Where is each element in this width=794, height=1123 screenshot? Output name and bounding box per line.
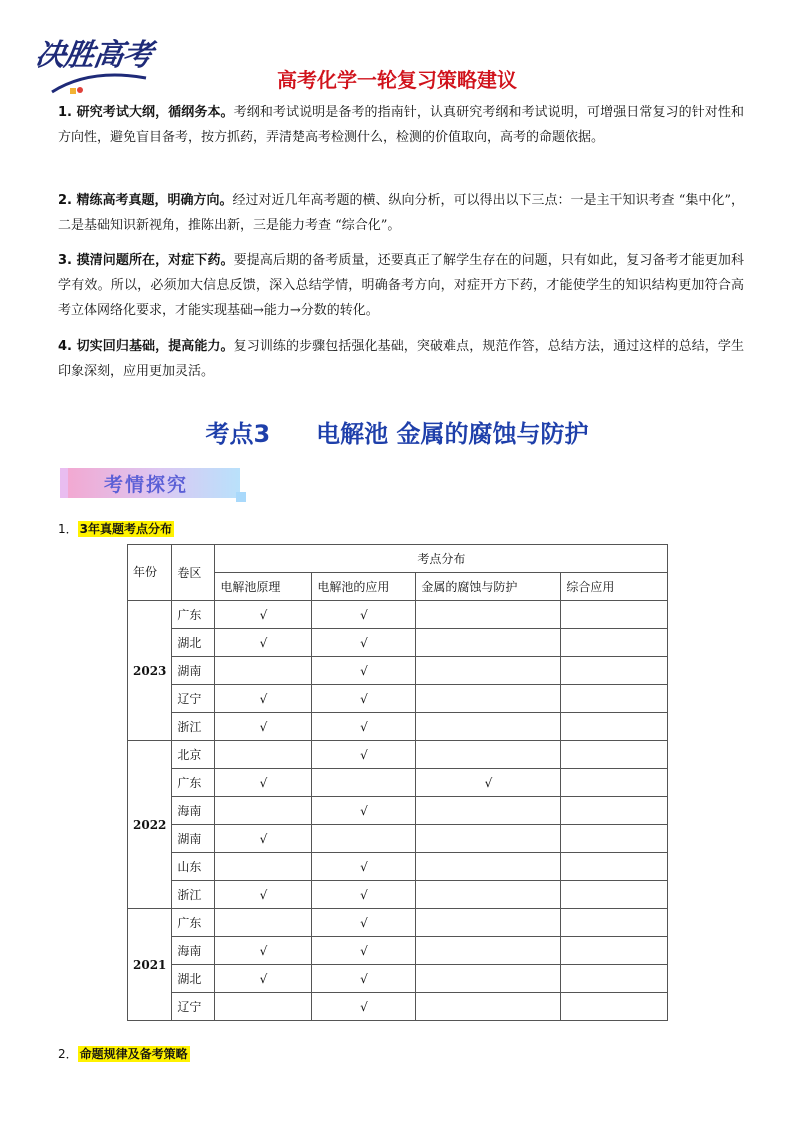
mark-cell — [312, 881, 416, 909]
mark-cell — [215, 909, 312, 937]
mark-cell — [312, 853, 416, 881]
paragraph-body: 复习训练的步骤包括强化基础，突破难点，规范作答，总结方法，通过这样的总结，学生印象深刻，应用更加灵活。 — [58, 339, 744, 379]
check-mark: √ — [360, 943, 368, 958]
mark-cell — [561, 657, 668, 685]
region-cell: 浙江 — [172, 881, 215, 909]
check-mark: √ — [360, 859, 368, 874]
check-mark: √ — [360, 999, 368, 1014]
mark-cell — [561, 853, 668, 881]
mark-cell — [215, 797, 312, 825]
mark-cell — [312, 965, 416, 993]
region-cell: 浙江 — [172, 713, 215, 741]
region-cell: 山东 — [172, 853, 215, 881]
check-mark: √ — [360, 607, 368, 622]
mark-cell — [215, 825, 312, 853]
mark-cell — [215, 881, 312, 909]
region-cell: 辽宁 — [172, 685, 215, 713]
subheading-2 — [58, 1045, 190, 1062]
paragraph-3 — [58, 248, 744, 323]
logo-text: 决胜高考 — [33, 38, 154, 73]
check-mark: √ — [259, 635, 268, 650]
check-mark: √ — [259, 943, 268, 958]
mark-cell — [312, 769, 416, 797]
mark-cell — [561, 909, 668, 937]
region-cell: 辽宁 — [172, 993, 215, 1021]
section-title — [0, 414, 794, 449]
mark-cell — [215, 601, 312, 629]
header-group: 考点分布 — [215, 545, 668, 573]
distribution-table — [127, 544, 668, 1021]
paragraph-body: 考纲和考试说明是备考的指南针，认真研究考纲和考试说明，可增强日常复习的针对性和方向性，避免盲目备考，按方抓药，弄清楚高考检测什么，检测的价值取向，高考的命题依据。 — [58, 105, 744, 145]
page-title: 高考化学一轮复习策略建议 — [277, 68, 517, 92]
paragraph-body: 要提高后期的备考质量，还要真正了解学生存在的问题，只有如此，复习备考才能更加科学有效。所以，必须加大信息反馈，深入总结学情，明确备考方向，对症开方下药，才能使学生的知识结构更加符合高考立体网络化要求，才能实现基础→能力→分数的转化。 — [58, 253, 744, 318]
mark-cell — [561, 601, 668, 629]
mark-cell — [561, 937, 668, 965]
table-row — [128, 853, 668, 881]
check-mark: √ — [360, 803, 368, 818]
region-cell: 湖北 — [172, 629, 215, 657]
region-cell: 广东 — [172, 601, 215, 629]
mark-cell — [416, 797, 561, 825]
mark-cell — [416, 601, 561, 629]
table-row — [128, 909, 668, 937]
mark-cell — [561, 713, 668, 741]
region-cell: 湖南 — [172, 657, 215, 685]
check-mark: √ — [360, 971, 368, 986]
region-cell: 海南 — [172, 937, 215, 965]
paragraph-lead: 3. 摸清问题所在，对症下药。 — [58, 253, 234, 268]
table-row — [128, 601, 668, 629]
mark-cell — [416, 965, 561, 993]
mark-cell — [561, 629, 668, 657]
mark-cell — [416, 881, 561, 909]
region-cell: 湖南 — [172, 825, 215, 853]
subheading-1 — [58, 520, 174, 537]
check-mark: √ — [360, 663, 368, 678]
check-mark: √ — [360, 635, 368, 650]
mark-cell — [416, 853, 561, 881]
check-mark: √ — [259, 691, 268, 706]
check-mark: √ — [360, 691, 368, 706]
subheading-number: 1． — [58, 522, 78, 536]
mark-cell — [561, 685, 668, 713]
mark-cell — [312, 657, 416, 685]
mark-cell — [215, 629, 312, 657]
paragraph-1 — [58, 100, 744, 150]
paragraph-lead: 4. 切实回归基础，提高能力。 — [58, 339, 234, 354]
table-row — [128, 713, 668, 741]
table-row — [128, 965, 668, 993]
check-mark: √ — [484, 775, 493, 790]
table-row — [128, 881, 668, 909]
header-col: 电解池的应用 — [312, 573, 416, 601]
table-row — [128, 937, 668, 965]
mark-cell — [312, 909, 416, 937]
table-row — [128, 741, 668, 769]
header-year: 年份 — [128, 545, 172, 601]
mark-cell — [215, 937, 312, 965]
mark-cell — [416, 741, 561, 769]
check-mark: √ — [259, 775, 268, 790]
section-banner — [60, 464, 246, 502]
mark-cell — [215, 657, 312, 685]
year-cell: 2023 — [128, 601, 172, 741]
check-mark: √ — [259, 971, 268, 986]
mark-cell — [215, 769, 312, 797]
mark-cell — [215, 741, 312, 769]
mark-cell — [215, 993, 312, 1021]
header-col: 金属的腐蚀与防护 — [416, 573, 561, 601]
section-code: 考点3 — [205, 420, 271, 448]
mark-cell — [215, 853, 312, 881]
mark-cell — [416, 909, 561, 937]
paragraph-lead: 2. 精练高考真题，明确方向。 — [58, 193, 233, 208]
subheading-text: 命题规律及备考策略 — [79, 1047, 188, 1061]
mark-cell — [416, 937, 561, 965]
mark-cell — [312, 601, 416, 629]
mark-cell — [312, 825, 416, 853]
header-region: 卷区 — [172, 545, 215, 601]
mark-cell — [561, 741, 668, 769]
mark-cell — [416, 629, 561, 657]
paragraph-lead: 1. 研究考试大纲，循纲务本。 — [58, 105, 234, 120]
mark-cell — [561, 881, 668, 909]
mark-cell — [561, 797, 668, 825]
mark-cell — [312, 713, 416, 741]
mark-cell — [561, 769, 668, 797]
region-cell: 广东 — [172, 909, 215, 937]
check-mark: √ — [360, 887, 368, 902]
mark-cell — [215, 965, 312, 993]
region-cell: 北京 — [172, 741, 215, 769]
banner-label: 考情探究 — [104, 474, 189, 496]
mark-cell — [215, 713, 312, 741]
mark-cell — [312, 937, 416, 965]
table-row — [128, 769, 668, 797]
check-mark: √ — [360, 719, 368, 734]
mark-cell — [312, 797, 416, 825]
mark-cell — [561, 825, 668, 853]
table-row — [128, 825, 668, 853]
mark-cell — [416, 713, 561, 741]
table-row — [128, 629, 668, 657]
mark-cell — [416, 657, 561, 685]
section-name: 电解池 金属的腐蚀与防护 — [316, 420, 589, 448]
paragraph-2 — [58, 188, 744, 238]
mark-cell — [416, 685, 561, 713]
paragraph-4 — [58, 334, 744, 384]
subheading-number: 2． — [58, 1047, 78, 1061]
mark-cell — [312, 685, 416, 713]
mark-cell — [312, 993, 416, 1021]
check-mark: √ — [360, 747, 368, 762]
table-row — [128, 993, 668, 1021]
paragraph-body: 经过对近几年高考题的横、纵向分析，可以得出以下三点：一是主干知识考查 “集中化”，二是基础知识新视角，推陈出新，三是能力考查 “综合化”。 — [58, 193, 744, 233]
year-cell: 2022 — [128, 741, 172, 909]
header-col: 电解池原理 — [215, 573, 312, 601]
mark-cell — [215, 685, 312, 713]
region-cell: 海南 — [172, 797, 215, 825]
check-mark: √ — [259, 719, 268, 734]
table-row — [128, 685, 668, 713]
region-cell: 湖北 — [172, 965, 215, 993]
check-mark: √ — [259, 887, 268, 902]
mark-cell — [416, 825, 561, 853]
mark-cell — [416, 993, 561, 1021]
region-cell: 广东 — [172, 769, 215, 797]
check-mark: √ — [360, 915, 368, 930]
mark-cell — [312, 741, 416, 769]
subheading-text: 3年真题考点分布 — [79, 522, 172, 536]
year-cell: 2021 — [128, 909, 172, 1021]
table-row — [128, 797, 668, 825]
header-col: 综合应用 — [561, 573, 668, 601]
table-row — [128, 657, 668, 685]
mark-cell — [312, 629, 416, 657]
check-mark: √ — [259, 831, 268, 846]
mark-cell — [561, 965, 668, 993]
mark-cell — [561, 993, 668, 1021]
mark-cell — [416, 769, 561, 797]
check-mark: √ — [259, 607, 268, 622]
